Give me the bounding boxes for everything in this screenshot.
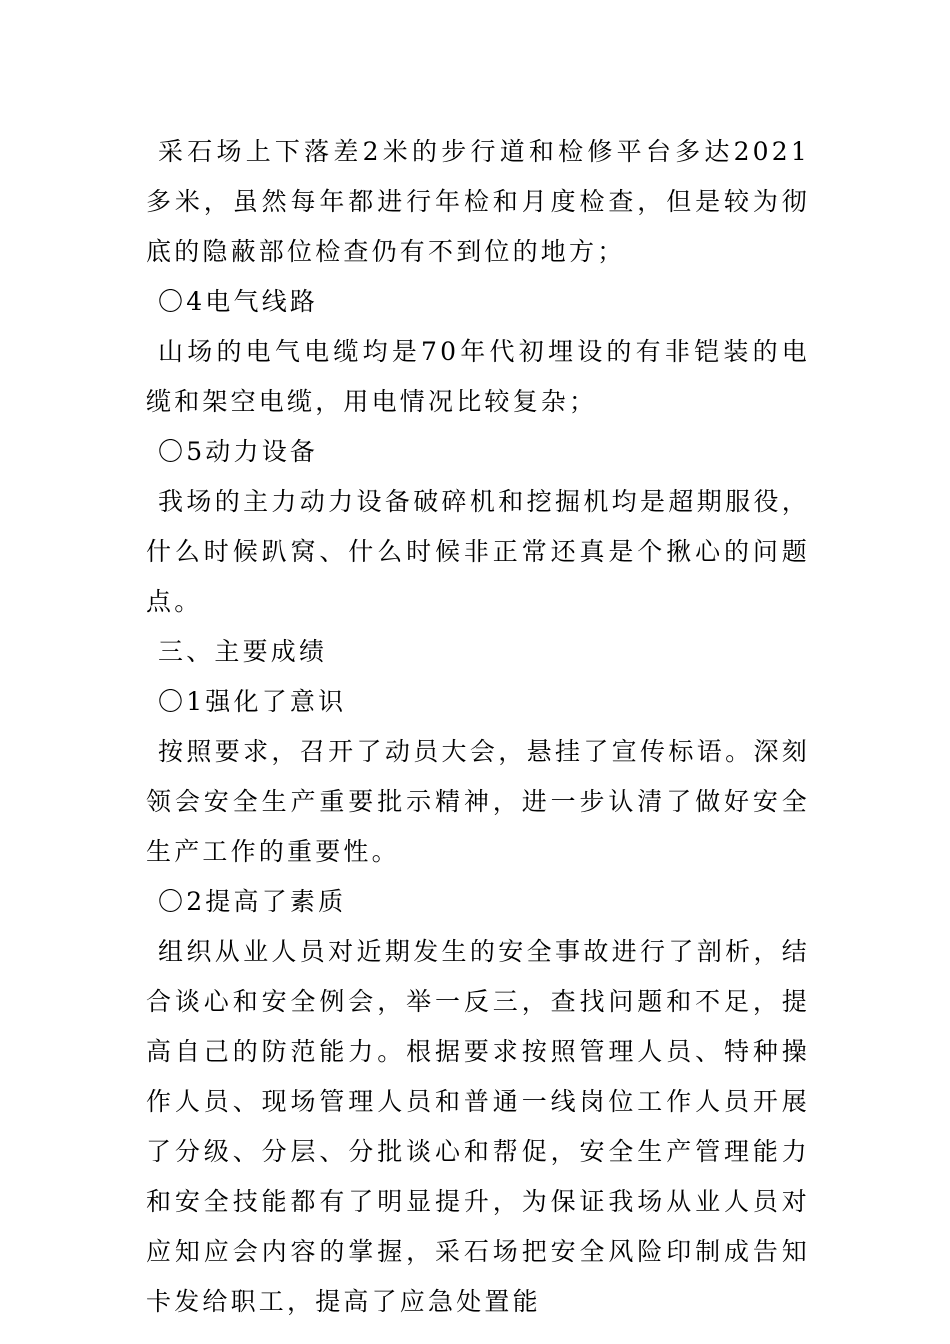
paragraph-mobilization-meeting: 按照要求，召开了动员大会，悬挂了宣传标语。深刻领会安全生产重要批示精神，进一步认清了做好安全生产工作的重要性。 xyxy=(146,737,810,866)
heading-improved-quality: 〇2提高了素质 xyxy=(158,887,347,916)
document-body xyxy=(146,127,810,1327)
paragraph-electrical-cables: 山场的电气电缆均是70年代初埋设的有非铠装的电缆和架空电缆，用电情况比较复杂； xyxy=(146,337,810,416)
paragraph-accident-analysis: 组织从业人员对近期发生的安全事故进行了剖析，结合谈心和安全例会，举一反三，查找问题和不足，提高自己的防范能力。根据要求按照管理人员、特种操作人员、现场管理人员和普通一线岗位工作人员开展了分级、分层、分批谈心和帮促，安全生产管理能力和安全技能都有了明显提升，为保证我场从业人员对应知应会内容的掌握，采石场把安全风险印制成告知卡发给职工，提高了应急处置能 xyxy=(146,937,810,1316)
section-heading-main-achievements: 三、主要成绩 xyxy=(158,637,328,666)
paragraph-power-equipment: 我场的主力动力设备破碎机和挖掘机均是超期服役，什么时候趴窝、什么时候非正常还真是个揪心的问题点。 xyxy=(146,487,810,616)
heading-power-equipment: 〇5动力设备 xyxy=(158,437,319,466)
paragraph-walkway-inspection: 采石场上下落差2米的步行道和检修平台多达2021多米，虽然每年都进行年检和月度检查，但是较为彻底的隐蔽部位检查仍有不到位的地方； xyxy=(146,137,810,266)
heading-strengthened-awareness: 〇1强化了意识 xyxy=(158,687,347,716)
heading-electrical-lines: 〇4电气线路 xyxy=(158,287,319,316)
